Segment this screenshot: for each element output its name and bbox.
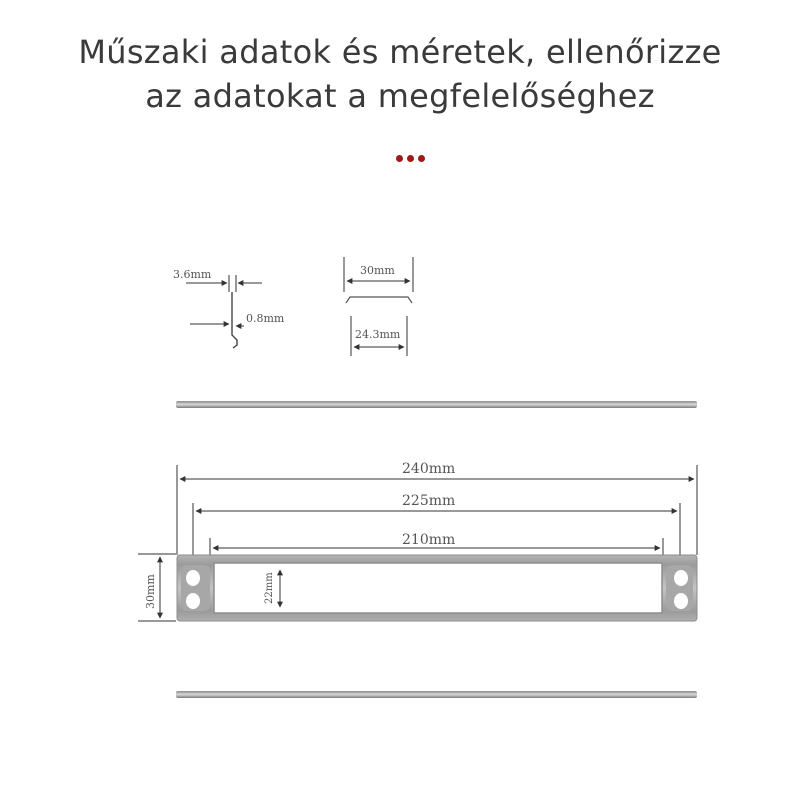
rail-side-view-top [176, 401, 697, 408]
slot-length-label: 210mm [402, 532, 456, 548]
rod-bottom [176, 691, 697, 698]
mount-hole [674, 593, 688, 609]
inner-height-label: 22mm [264, 572, 275, 604]
sheet-label: 0.8mm [246, 312, 285, 325]
profile-detail [173, 268, 285, 348]
top-width-label: 30mm [360, 264, 395, 277]
rod-top [176, 401, 697, 408]
rail-plate [177, 555, 697, 621]
height-label: 30mm [144, 574, 157, 609]
title-line-1: Műszaki adatok és méretek, ellenőrizze [78, 33, 722, 71]
cross-section-detail [344, 257, 413, 356]
thickness-label: 3.6mm [173, 268, 212, 281]
hole-center-label: 225mm [402, 493, 456, 509]
rail-side-view-bottom [176, 691, 697, 698]
cross-section-outline [346, 297, 412, 303]
inner-width-label: 24.3mm [355, 328, 401, 341]
profile-outline [232, 292, 237, 348]
total-length-label: 240mm [402, 461, 456, 477]
rail-slot [214, 563, 662, 613]
mount-hole [186, 593, 200, 609]
title-line-2: az adatokat a megfelelőséghez [145, 77, 655, 115]
mount-hole [674, 570, 688, 586]
mount-hole [186, 570, 200, 586]
